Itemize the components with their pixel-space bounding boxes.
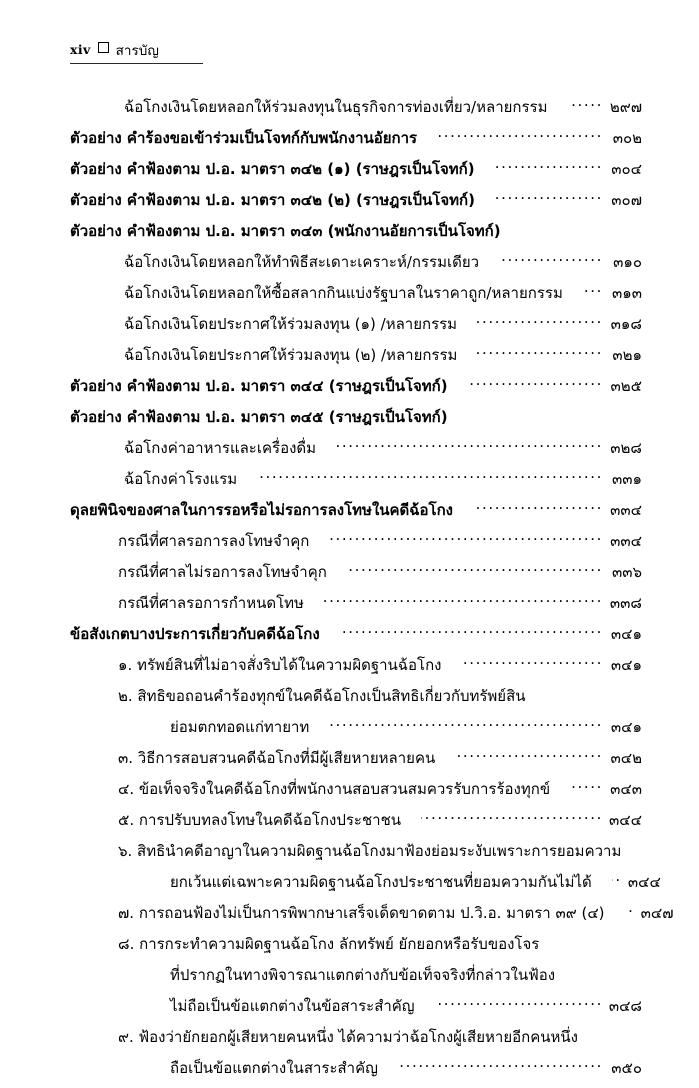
toc-entry-page-number: ๓๔๑ [610, 656, 642, 674]
toc-entry-page-number: ๓๔๑ [610, 625, 642, 643]
toc-entry-label: ฉ้อโกงเงินโดยประกาศให้ร่วมลงทุน (๑) /หลายกรรม [124, 315, 458, 333]
toc-dot-leader [468, 375, 603, 391]
toc-entry-page-number: ๓๑๘ [610, 315, 642, 333]
toc-entry[interactable] [0, 189, 699, 220]
toc-dot-leader [398, 1057, 603, 1073]
toc-dot-leader [455, 747, 603, 763]
toc-dot-leader [495, 189, 603, 205]
toc-entry-label: ๓. วิธีการสอบสวนคดีฉ้อโกงที่มีผู้เสียหายหลายคน [118, 749, 436, 767]
toc-dot-leader [568, 96, 604, 112]
toc-entry[interactable] [0, 654, 699, 685]
toc-dot-leader [495, 158, 603, 174]
toc-entry-label: ๖. สิทธินำคดีอาญาในความผิดฐานฉ้อโกงมาฟ้องย่อมระงับเพราะการยอมความ [118, 842, 622, 860]
toc-entry-page-number: ๓๔๘ [608, 997, 642, 1015]
toc-entry-page-number: ๓๑๐ [613, 253, 642, 271]
toc-entry[interactable] [0, 747, 699, 778]
toc-entry[interactable] [0, 468, 699, 499]
toc-entry-page-number: ๓๓๔ [610, 501, 642, 519]
toc-entry[interactable] [0, 406, 699, 437]
toc-entry[interactable] [0, 685, 699, 716]
toc-entry-page-number: ๓๔๑ [610, 718, 642, 736]
toc-entry-label: ๙. ฟ้องว่ายักยอกผู้เสียหายคนหนึ่ง ได้ความว่าฉ้อโกงผู้เสียหายอีกคนหนึ่ง [118, 1028, 578, 1046]
toc-entry-label: ฉ้อโกงเงินโดยหลอกให้ซื้อสลากกินแบ่งรัฐบาลในราคาถูก/หลายกรรม [124, 284, 563, 302]
toc-entry[interactable] [0, 871, 699, 902]
toc-entry-page-number: ๓๒๑ [612, 346, 642, 364]
toc-entry[interactable] [0, 809, 699, 840]
toc-entry[interactable] [0, 1057, 699, 1088]
toc-entry[interactable] [0, 1026, 699, 1057]
toc-dot-leader [435, 995, 603, 1011]
table-of-contents [0, 96, 699, 1088]
toc-entry[interactable] [0, 158, 699, 189]
toc-entry-page-number: ๓๓๑ [611, 470, 642, 488]
toc-entry-page-number: ๓๔๒ [610, 749, 642, 767]
toc-entry[interactable] [0, 530, 699, 561]
toc-dot-leader [521, 220, 603, 236]
toc-dot-leader [575, 964, 603, 980]
toc-dot-leader [546, 685, 604, 701]
toc-entry-label: ฉ้อโกงเงินโดยหลอกให้ร่วมลงทุนในธุรกิจการท่องเที่ยว/หลายกรรม [124, 98, 548, 116]
toc-entry-label: ๒. สิทธิขอถอนคำร้องทุกข์ในคดีฉ้อโกงเป็นสิทธิเกี่ยวกับทรัพย์สิน [118, 687, 526, 705]
toc-entry-label: ดุลยพินิจของศาลในการรอหรือไม่รอการลงโทษในคดีฉ้อโกง [70, 501, 453, 519]
toc-entry[interactable] [0, 313, 699, 344]
toc-entry-label: ๔. ข้อเท็จจริงในคดีฉ้อโกงที่พนักงานสอบสวนสมควรรับการร้องทุกข์ [118, 780, 551, 798]
toc-dot-leader [477, 313, 603, 329]
toc-dot-leader [473, 499, 603, 515]
toc-entry[interactable] [0, 96, 699, 127]
toc-entry-page-number: ๒๙๗ [609, 98, 642, 116]
toc-entry-page-number: ๓๓๘ [609, 594, 642, 612]
toc-entry[interactable] [0, 623, 699, 654]
toc-dot-leader [598, 1026, 608, 1042]
toc-dot-leader [499, 251, 603, 267]
toc-dot-leader [347, 561, 603, 577]
toc-entry-label: ข้อสังเกตบางประการเกี่ยวกับคดีฉ้อโกง [70, 625, 320, 643]
toc-entry-label: ตัวอย่าง คำฟ้องตาม ป.อ. มาตรา ๓๔๒ (๒) (ราษฎรเป็นโจทก์) [70, 191, 475, 209]
toc-entry-label: กรณีที่ศาลไม่รอการลงโทษจำคุก [118, 563, 327, 581]
toc-entry-label: กรณีที่ศาลรอการลงโทษจำคุก [118, 532, 310, 550]
toc-entry-page-number: ๓๒๕ [610, 377, 642, 395]
toc-dot-leader [583, 282, 603, 298]
toc-entry-page-number: ๓๓๔ [610, 532, 642, 550]
toc-entry-label: ตัวอย่าง คำฟ้องตาม ป.อ. มาตรา ๓๔๓ (พนักงานอัยการเป็นโจทก์) [70, 222, 501, 240]
toc-entry-page-number: ๓๑๓ [611, 284, 642, 302]
toc-entry[interactable] [0, 127, 699, 158]
toc-entry-page-number: ๓๔๓ [610, 780, 642, 798]
toc-entry[interactable] [0, 840, 699, 871]
toc-dot-leader [612, 871, 622, 887]
toc-entry[interactable] [0, 995, 699, 1026]
toc-entry-label: ตัวอย่าง คำร้องขอเข้าร่วมเป็นโจทก์กับพนักงานอัยการ [70, 129, 418, 147]
header-line [70, 38, 630, 60]
toc-entry[interactable] [0, 778, 699, 809]
toc-entry-label: ที่ปรากฏในทางพิจารณาแตกต่างกับข้อเท็จจริงที่กล่าวในฟ้อง [170, 966, 556, 984]
toc-dot-leader [559, 933, 603, 949]
toc-entry[interactable] [0, 437, 699, 468]
toc-entry[interactable] [0, 251, 699, 282]
toc-entry[interactable] [0, 499, 699, 530]
toc-entry-label: ย่อมตกทอดแก่ทายาท [170, 718, 310, 736]
toc-dot-leader [570, 778, 603, 794]
toc-dot-leader [340, 623, 603, 639]
toc-entry[interactable] [0, 561, 699, 592]
toc-entry-label: ยกเว้นแต่เฉพาะความผิดฐานฉ้อโกงประชาชนที่ยอมความกันไม่ได้ [170, 873, 592, 891]
toc-dot-leader [477, 344, 603, 360]
toc-dot-leader [468, 406, 603, 422]
header-divider [70, 63, 203, 64]
toc-entry[interactable] [0, 716, 699, 747]
toc-entry-page-number: ๓๒๘ [610, 439, 642, 457]
toc-entry-label: ไม่ถือเป็นข้อแตกต่างในข้อสาระสำคัญ [170, 997, 415, 1015]
toc-entry[interactable] [0, 902, 699, 933]
toc-entry[interactable] [0, 592, 699, 623]
toc-dot-leader [462, 654, 604, 670]
toc-dot-leader [329, 716, 603, 732]
toc-entry-label: ตัวอย่าง คำฟ้องตาม ป.อ. มาตรา ๓๔๒ (๑) (ราษฎรเป็นโจทก์) [70, 160, 475, 178]
toc-entry-page-number: ๓๓๖ [611, 563, 642, 581]
toc-entry-label: ฉ้อโกงเงินโดยหลอกให้ทำพิธีสะเดาะเคราะห์/กรรมเดียว [124, 253, 480, 271]
toc-dot-leader [437, 127, 603, 143]
page-title: สารบัญ [115, 43, 159, 59]
toc-entry-label: ตัวอย่าง คำฟ้องตาม ป.อ. มาตรา ๓๔๕ (ราษฎรเป็นโจทก์) [70, 408, 448, 426]
toc-entry-label: ฉ้อโกงค่าอาหารและเครื่องดื่ม [124, 439, 317, 457]
toc-entry[interactable] [0, 964, 699, 995]
square-bullet-icon [98, 42, 109, 53]
toc-entry[interactable] [0, 933, 699, 964]
toc-entry-label: กรณีที่ศาลรอการกำหนดโทษ [118, 594, 304, 612]
toc-dot-leader [257, 468, 603, 484]
toc-entry-page-number: ๓๐๒ [612, 129, 642, 147]
toc-entry-label: ฉ้อโกงค่าโรงแรม [124, 470, 238, 488]
toc-entry[interactable] [0, 344, 699, 375]
toc-entry-label: ๗. การถอนฟ้องไม่เป็นการพิพากษาเสร็จเด็ดขาดตาม ป.วิ.อ. มาตรา ๓๙ (๔) [118, 904, 605, 922]
toc-dot-leader [329, 530, 603, 546]
toc-dot-leader [421, 809, 603, 825]
toc-dot-leader [625, 902, 635, 918]
toc-entry[interactable] [0, 282, 699, 313]
toc-entry-label: ๕. การปรับบทลงโทษในคดีฉ้อโกงประชาชน [118, 811, 402, 829]
toc-dot-leader [324, 592, 603, 608]
toc-entry-page-number: ๓๐๗ [611, 191, 642, 209]
toc-dot-leader [641, 840, 651, 856]
toc-entry-label: ฉ้อโกงเงินโดยประกาศให้ร่วมลงทุน (๒) /หลายกรรม [124, 346, 458, 364]
toc-entry-label: ตัวอย่าง คำฟ้องตาม ป.อ. มาตรา ๓๔๔ (ราษฎรเป็นโจทก์) [70, 377, 448, 395]
folio-number: xiv [70, 42, 91, 57]
toc-dot-leader [336, 437, 603, 453]
running-header [70, 38, 630, 60]
toc-entry-label: ๑. ทรัพย์สินที่ไม่อาจสั่งริบได้ในความผิดฐานฉ้อโกง [118, 656, 442, 674]
toc-entry-label: ถือเป็นข้อแตกต่างในสาระสำคัญ [170, 1059, 378, 1077]
toc-entry-page-number: ๓๐๔ [611, 160, 642, 178]
toc-entry[interactable] [0, 220, 699, 251]
toc-entry-label: ๘. การกระทำความผิดฐานฉ้อโกง ลักทรัพย์ ยักยอกหรือรับของโจร [118, 935, 540, 953]
toc-entry-page-number: ๓๔๔ [609, 811, 642, 829]
toc-entry-page-number: ๓๕๐ [611, 1059, 642, 1077]
toc-entry-page-number: ๓๔๔ [627, 873, 661, 891]
toc-entry[interactable] [0, 375, 699, 406]
toc-entry-page-number: ๓๔๗ [640, 904, 674, 922]
